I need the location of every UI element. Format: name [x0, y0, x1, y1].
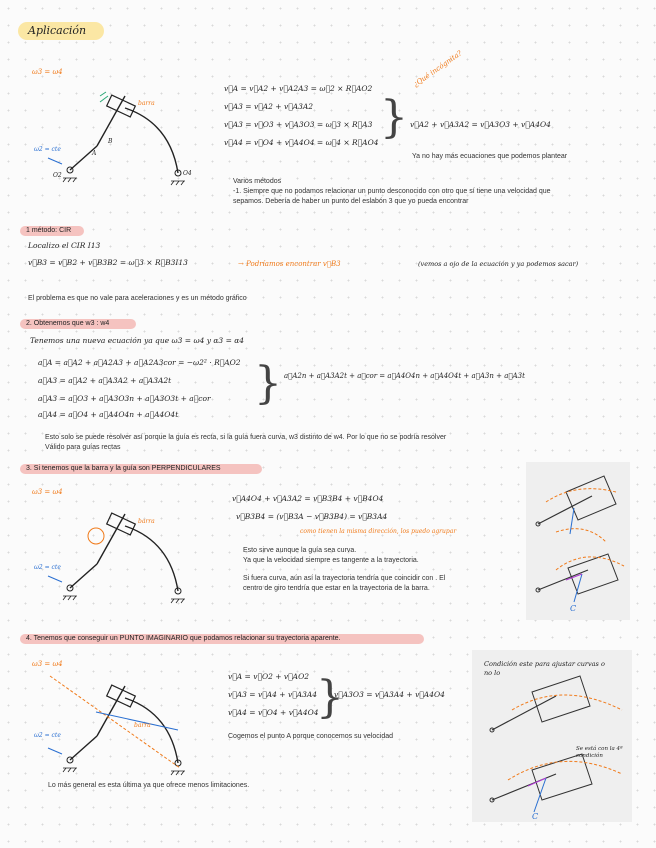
- page-title: Aplicación: [18, 22, 104, 40]
- point-a: A: [92, 150, 97, 157]
- center-label-3: C: [570, 604, 577, 613]
- accel-eq-1: a⃗A = a⃗A2 + a⃗A2A3 + a⃗A2A3cor = −ω2² · R⃗AO2: [38, 358, 241, 367]
- same-direction-note: como tienen la misma dirección, los puedo agrupar: [300, 528, 457, 535]
- bar-label-3: barra: [138, 518, 155, 525]
- accel-eq-4: a⃗A4 = a⃗O4 + a⃗A4O4n + a⃗A4O4t: [38, 410, 179, 419]
- velocity-eq-4: v⃗A4 = v⃗O4 + v⃗A4O4 = ω⃗4 × R⃗AO4: [224, 138, 379, 147]
- curve-note-1: Esto sirve aunque la guía sea curva.: [243, 547, 357, 554]
- velocity-eq-3: v⃗A3 = v⃗O3 + v⃗A3O3 = ω⃗3 × R⃗A3: [224, 120, 373, 129]
- brace-4: }: [316, 672, 344, 723]
- combined-accel-eq: a⃗A2n + a⃗A3A2t + a⃗cor = a⃗A4O4n + a⃗A4O4t + a⃗A3n + a⃗A3t: [284, 372, 525, 380]
- brace-1: }: [380, 92, 408, 143]
- guide-omega-label: ω2 = cte: [34, 146, 61, 153]
- methods-line-2: sepamos. Debería de haber un punto del eslabón 3 que yo pueda encontrar: [233, 198, 469, 205]
- cir-paren-note: (vemos a ojo de la ecuación y ya podemos sacar): [418, 260, 579, 268]
- sketch-top-note: Condición este para ajustar curvas o no lo: [484, 660, 605, 677]
- velocity-eq-1: v⃗A = v⃗A2 + v⃗A2A3 = ω⃗2 × R⃗AO2: [224, 84, 373, 93]
- perp-eq-1: v⃗A4O4 + v⃗A3A2 = v⃗B3B4 + v⃗B4O4: [232, 494, 384, 503]
- center-label-4: C: [532, 812, 539, 821]
- section-2-pill: 2. Obtenemos que w3 : w4: [20, 319, 136, 329]
- bar-label-4: barra: [134, 722, 151, 729]
- imaginary-eq-3: v⃗A4 = v⃗O4 + v⃗A4O4: [228, 708, 319, 717]
- curve-note-4: centro de giro tendría que estar en la trayectoria de la barra.: [243, 585, 430, 592]
- guide-omega-label-4: ω2 = cte: [34, 732, 61, 739]
- section-1-pill: 1 método: CIR: [20, 226, 84, 236]
- perp-eq-2: v⃗B3B4 = (v⃗B3A − v⃗B3B4) = v⃗B3A4: [236, 512, 388, 521]
- accel-eq-2: a⃗A3 = a⃗A2 + a⃗A3A2 + a⃗A3A2t: [38, 376, 172, 385]
- mechanism-diagram-3: [30, 496, 200, 608]
- curve-note-3: Si fuera curva, aún así la trayectoria tendría que coincidir con . El: [243, 575, 446, 582]
- brace-2: }: [254, 358, 282, 409]
- imaginary-eq-1: v⃗A = v⃗O2 + v⃗AO2: [228, 672, 309, 681]
- curve-note-2: Ya que la velocidad siempre es tangente a la trayectoria.: [243, 557, 419, 564]
- section-3-pill: 3. Si tenemos que la barra y la guía son PERPENDICULARES: [20, 464, 262, 474]
- new-equation-line: Tenemos una nueva ecuación ya que ω3 = ω4 y α3 = α4: [30, 336, 245, 345]
- velocity-eq-2: v⃗A3 = v⃗A2 + v⃗A3A2: [224, 102, 314, 111]
- omega-equal-label-4: ω3 = ω4: [32, 660, 63, 668]
- sketch-mid-note: Se está con la 4ª condición: [576, 746, 623, 759]
- cir-velocity-eq: v⃗B3 = v⃗B2 + v⃗B3B2 = ω⃗3 × R⃗B3I13: [28, 258, 188, 267]
- omega-equal-label: ω3 = ω4: [32, 68, 63, 76]
- imaginary-eq-2: v⃗A3 = v⃗A4 + v⃗A3A4: [228, 690, 318, 699]
- imaginary-combined-eq: v⃗A3O3 = v⃗A3A4 + v⃗A4O4: [334, 690, 445, 699]
- bar-label: barra: [138, 100, 155, 107]
- methods-line-1: -1. Siempre que no podamos relacionar un punto desconocido con otro que sí tiene una velocidad que: [233, 188, 551, 195]
- point-a-note: Cogemos el punto A porque conocemos su velocidad: [228, 733, 393, 740]
- general-conclusion: Lo más general es esta última ya que ofrece menos limitaciones.: [48, 782, 250, 789]
- point-o2: O2: [53, 172, 62, 179]
- mechanism-diagram-4: [30, 668, 200, 780]
- orange-annotation: ¿Qué incógnita?: [412, 49, 464, 89]
- section-4-pill: 4. Tenemos que conseguir un PUNTO IMAGINARIO que podamos relacionar su trayectoria aparente.: [20, 634, 424, 644]
- point-o4: O4: [183, 170, 192, 177]
- sketch-box-3: [526, 462, 630, 620]
- cir-arrow-note: → Podríamos encontrar v⃗B3: [238, 260, 341, 268]
- guide-omega-label-3: ω2 = cte: [34, 564, 61, 571]
- cir-problem-note: El problema es que no vale para aceleraciones y es un método gráfico: [28, 295, 247, 302]
- methods-title: Varios métodos: [233, 178, 282, 185]
- accel-eq-3: a⃗A3 = a⃗O3 + a⃗A3O3n + a⃗A3O3t + a⃗cor: [38, 394, 211, 403]
- omega-equal-label-3: ω3 = ω4: [32, 488, 63, 496]
- no-more-equations-note: Ya no hay más ecuaciones que podemos plantear: [412, 153, 568, 160]
- straight-guide-note: Esto solo se puede resolver así porque la guía es recta, si la guía fuera curva, w3 distinto de w4. Por lo que no se podría resolver: [45, 434, 447, 441]
- valid-straight-note: Válido para guías rectas: [45, 444, 121, 451]
- cir-locate-line: Localizo el CIR I13: [28, 241, 101, 250]
- point-b: B: [108, 138, 113, 145]
- combined-velocity-eq: v⃗A2 + v⃗A3A2 = v⃗A3O3 + v⃗A4O4: [410, 120, 551, 129]
